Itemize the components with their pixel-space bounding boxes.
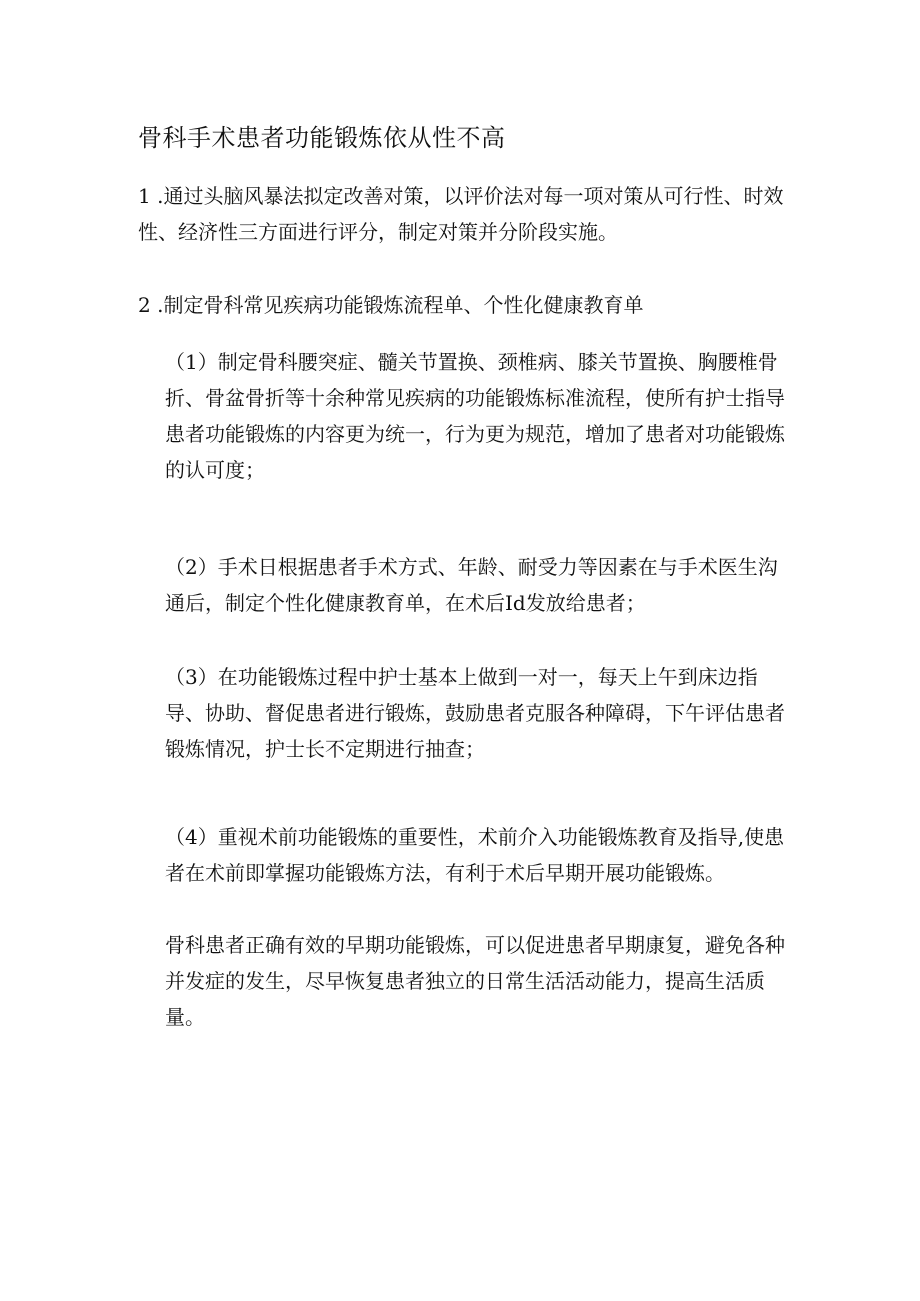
sub-item-4: （4）重视术前功能锻炼的重要性，术前介入功能锻炼教育及指导,使患者在术前即掌握功能锻炼方法，有利于术后早期开展功能锻炼。 — [165, 825, 785, 885]
sub-item-3: （3）在功能锻炼过程中护士基本上做到一对一，每天上午到床边指导、协助、督促患者进行锻炼，鼓励患者克服各种障碍，下午评估患者锻炼情况，护士长不定期进行抽查； — [165, 665, 785, 761]
list-item-1-text: 通过头脑风暴法拟定改善对策，以评价法对每一项对策从可行性、时效性、经济性三方面进行评分，制定对策并分阶段实施。 — [138, 184, 784, 244]
conclusion-paragraph: 骨科患者正确有效的早期功能锻炼，可以促进患者早期康复，避免各种并发症的发生，尽早恢复患者独立的日常生活活动能力，提高生活质量。 — [165, 933, 785, 1029]
list-item-1-number: 1 . — [138, 184, 164, 208]
list-item-2 — [138, 287, 788, 323]
list-item-2-text: 制定骨科常见疾病功能锻炼流程单、个性化健康教育单 — [163, 293, 644, 317]
sub-item-2: （2）手术日根据患者手术方式、年龄、耐受力等因素在与手术医生沟通后，制定个性化健康教育单，在术后Id发放给患者； — [165, 555, 778, 615]
document-title: 骨科手术患者功能锻炼依从性不高 — [138, 124, 506, 152]
list-item-1 — [138, 178, 788, 250]
sub-item-1: （1）制定骨科腰突症、髓关节置换、颈椎病、膝关节置换、胸腰椎骨折、骨盆骨折等十余种常见疾病的功能锻炼标准流程，使所有护士指导患者功能锻炼的内容更为统一，行为更为规范，增加了患者对功能锻炼的认可度； — [165, 350, 785, 482]
list-item-2-number: 2 . — [138, 293, 164, 317]
